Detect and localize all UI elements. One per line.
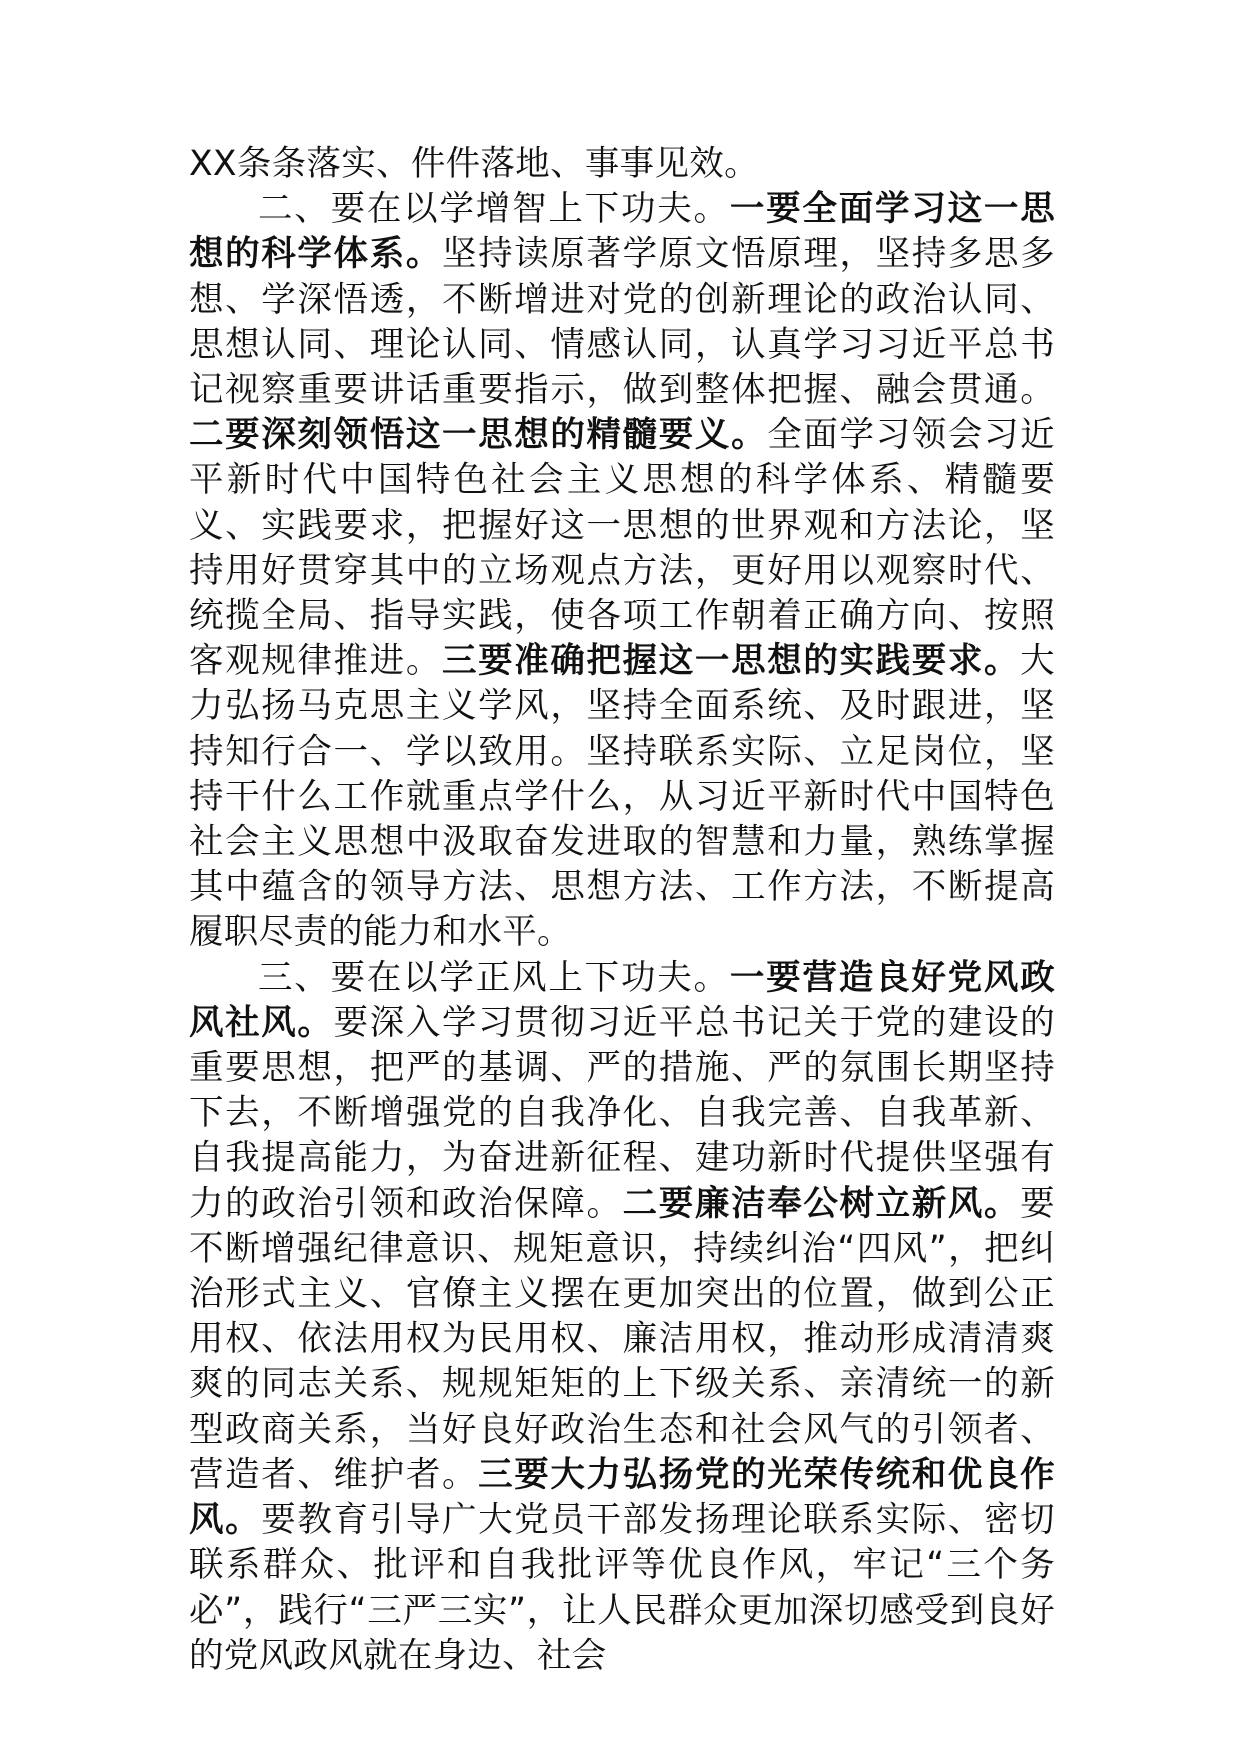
paragraph-section-three (189, 956, 1055, 1679)
body-text: 全面学习领会习近平新时代中国特色社会主义思想的科学体系、精髓要义、实践要求，把握好这一思想的世界观和方法论，坚持用好贯穿其中的立场观点方法，更好用以观察时代、统揽全局、指导实践，使各项工作朝着正确方向、按照客观规律推进。 (189, 415, 1055, 682)
body-text: XX条条落实、件件落地、事事见效。 (189, 144, 759, 184)
section-heading: 二、要在以学增智上下功夫。 (258, 189, 730, 230)
point-heading-3: 三要准确把握这一思想的实践要求。 (441, 641, 1021, 682)
body-text: 要教育引导广大党员干部发扬理论联系实际、密切联系群众、批评和自我批评等优良作风，牢记“三个务必”，践行“三严三实”，让人民群众更加深切感受到良好的党风政风就在身边、社会 (189, 1500, 1055, 1676)
body-text: 要深入学习贯彻习近平总书记关于党的建设的重要思想，把严的基调、严的措施、严的氛围长期坚持下去，不断增强党的自我净化、自我完善、自我革新、自我提高能力，为奋进新征程、建功新时代提供坚强有力的政治引领和政治保障。 (189, 1002, 1056, 1224)
body-text: 坚持读原著学原文悟原理，坚持多思多想、学深悟透，不断增进对党的创新理论的政治认同、思想认同、理论认同、情感认同，认真学习习近平总书记视察重要讲话重要指示，做到整体把握、融会贯通。 (189, 234, 1055, 411)
point-heading-3: 三要大力弘扬党的光荣传统和优良作风。 (189, 1454, 1055, 1541)
point-heading-1: 一要营造良好党风政风社风。 (189, 957, 1056, 1043)
body-text: 大力弘扬马克思主义学风，坚持全面系统、及时跟进，坚持知行合一、学以致用。坚持联系实际、立足岗位，坚持干什么工作就重点学什么，从习近平新时代中国特色社会主义思想中汲取奋发进取的智慧和力量，熟练掌握其中蕴含的领导方法、思想方法、工作方法，不断提高履职尽责的能力和水平。 (189, 641, 1055, 953)
point-heading-2: 二要廉洁奉公树立新风。 (622, 1183, 1021, 1224)
body-text: 要不断增强纪律意识、规矩意识，持续纠治“四风”，把纠治形式主义、官僚主义摆在更加突出的位置，做到公正用权、依法用权为民用权、廉洁用权，推动形成清清爽爽的同志关系、规规矩矩的上下级关系、亲清统一的新型政商关系，当好良好政治生态和社会风气的引领者、营造者、维护者。 (189, 1183, 1055, 1495)
section-heading: 三、要在以学正风上下功夫。 (258, 957, 730, 998)
document-page (189, 142, 1055, 1679)
point-heading-1: 一要全面学习这一思想的科学体系。 (189, 189, 1056, 275)
paragraph-closing-line (189, 142, 1055, 187)
point-heading-2: 二要深刻领悟这一思想的精髓要义。 (189, 415, 768, 456)
paragraph-section-two (189, 187, 1055, 955)
